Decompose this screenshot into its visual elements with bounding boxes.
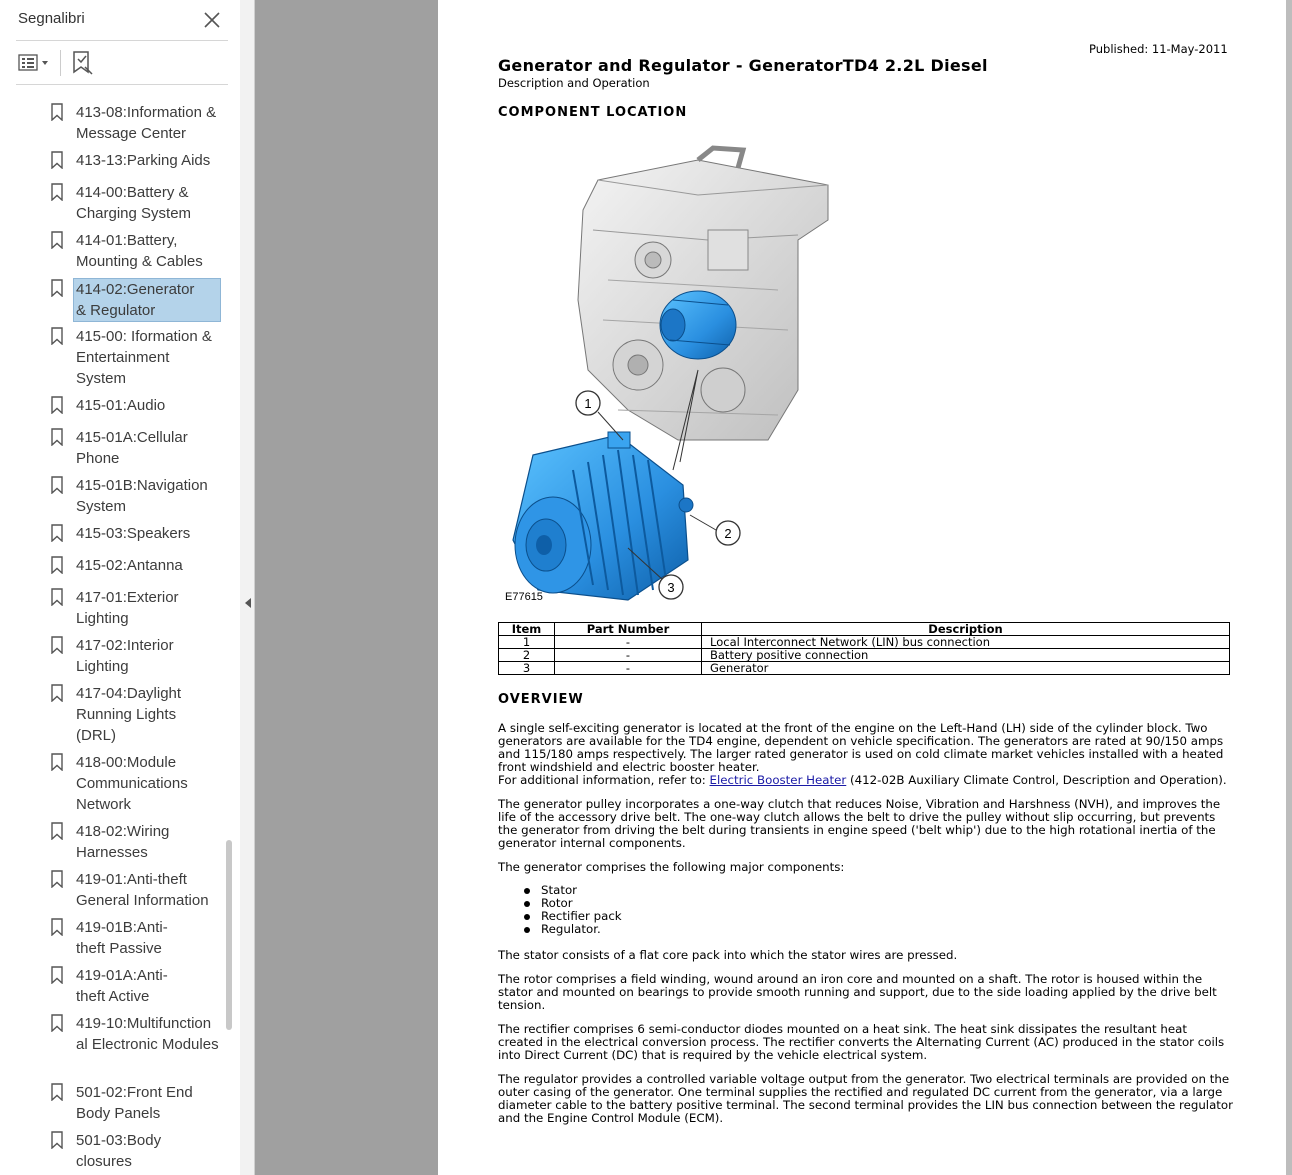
sidebar-toolbar [0, 42, 240, 82]
bookmark-label: 414-00:Battery & Charging System [76, 184, 192, 222]
cell-desc: Generator [702, 662, 1230, 675]
bookmark-icon [50, 151, 64, 169]
bookmark-icon [50, 1014, 64, 1032]
page-title: Generator and Regulator - GeneratorTD4 2.2L Diesel [498, 56, 988, 75]
bookmark-icon [50, 556, 64, 574]
sidebar-splitter[interactable] [240, 0, 255, 1175]
cell-desc: Battery positive connection [702, 649, 1230, 662]
collapse-arrow-icon[interactable] [243, 596, 253, 610]
bookmark-label: 413-08:Information & Message Center [76, 104, 217, 142]
paragraph-components: The generator comprises the following major components: [498, 860, 845, 874]
bookmark-label: 415-00: Iformation & Entertainment System [76, 328, 212, 387]
paragraph-rotor: The rotor comprises a field winding, wound around an iron core and mounted on a shaft. The rotor is housed within the stator and mounted on bearings to provide smooth running and support, due to the side loading applied by the drive belt tension. [498, 972, 1217, 1012]
cell-desc: Local Interconnect Network (LIN) bus connection [702, 636, 1230, 649]
bookmark-icon [50, 870, 64, 888]
bookmark-label: 417-02:Interior Lighting [76, 637, 174, 675]
divider [16, 40, 228, 41]
bookmark-icon [50, 822, 64, 840]
bookmark-label: 418-02:Wiring Harnesses [76, 823, 170, 861]
bookmark-label: 414-01:Battery, Mounting & Cables [76, 232, 203, 270]
bookmark-label: 419-01A:Anti- theft Active [76, 967, 168, 1005]
paragraph-regulator: The regulator provides a controlled variable voltage output from the generator. Two electrical terminals are provided on the outer casing of the generator. One terminal supplies the rectified and regulated DC current from the generator, via a large diameter cable to the battery positive terminal. The second terminal provides the LIN bus connection between the regulator and the Engine Control Module (ECM). [498, 1072, 1233, 1125]
bookmark-icon [50, 428, 64, 446]
paragraph-pulley: The generator pulley incorporates a one-way clutch that reduces Noise, Vibration and Harshness (NVH), and improves the life of the accessory drive belt. The one-way clutch allows the belt to drive the pulley without slip occurring, but prevents the generator from driving the belt during transients in engine speed ('belt whip') due to the high rotational inertia of the generator internal components. [498, 797, 1221, 850]
bookmark-icon [50, 183, 64, 201]
component-list [522, 884, 622, 936]
bookmark-label: 501-02:Front End Body Panels [76, 1084, 193, 1122]
bookmark-label: 501-03:Body closures [76, 1132, 162, 1170]
bookmark-icon [50, 1083, 64, 1101]
bookmark-icon [50, 966, 64, 984]
bookmark-label: 413-13:Parking Aids [76, 152, 211, 169]
cell-item: 2 [499, 649, 555, 662]
engine-illustration [578, 148, 828, 440]
bookmark-icon [50, 753, 64, 771]
paragraph-intro [498, 722, 1233, 787]
section-heading-overview: OVERVIEW [498, 692, 584, 707]
toolbar-divider [60, 50, 61, 76]
cell-item: 1 [499, 636, 555, 649]
bookmark-icon [50, 918, 64, 936]
header-part-number: Part Number [555, 623, 702, 636]
bookmark-icon [50, 396, 64, 414]
bookmark-label: 419-10:Multifunction al Electronic Modules [76, 1015, 219, 1053]
divider [16, 84, 228, 85]
bookmark-label: 414-02:Generator & Regulator [73, 278, 221, 322]
cell-part: - [555, 649, 702, 662]
paragraph-rectifier: The rectifier comprises 6 semi-conductor diodes mounted on a heat sink. The heat sink dissipates the resultant heat created in the electrical conversion process. The rectifier converts the Alternating Current (AC) produced in the stator coils into Direct Current (DC) that is required by the vehicle electrical system. [498, 1022, 1225, 1062]
generator-illustration [513, 432, 693, 600]
close-icon[interactable] [202, 10, 222, 30]
page-subtitle: Description and Operation [498, 76, 650, 90]
viewer-edge [1286, 0, 1292, 1175]
cell-item: 3 [499, 662, 555, 675]
figure-code: E77615 [505, 591, 543, 603]
bookmark-icon [50, 684, 64, 702]
bookmark-label: 415-01:Audio [76, 397, 166, 414]
bookmark-label: 415-01B:Navigation System [76, 477, 208, 515]
reference-prefix: For additional information, refer to: [498, 773, 710, 787]
list-item: Rectifier pack [522, 910, 622, 923]
bookmarks-sidebar [0, 0, 241, 1175]
list-item: Rotor [522, 897, 622, 910]
bookmark-icon [50, 476, 64, 494]
svg-text:3: 3 [667, 580, 675, 595]
cell-part: - [555, 662, 702, 675]
bookmark-icon [50, 1131, 64, 1149]
bookmark-label: 418-00:Module Communications Network [76, 754, 188, 813]
section-heading-component-location: COMPONENT LOCATION [498, 105, 688, 120]
bookmark-label: 415-01A:Cellular Phone [76, 429, 188, 467]
table-header-row [499, 623, 1230, 636]
published-date: Published: 11-May-2011 [1089, 42, 1228, 56]
bookmark-icon [50, 231, 64, 249]
generator-location-figure [498, 140, 838, 610]
bookmark-icon [50, 279, 64, 297]
bookmark-label: 417-01:Exterior Lighting [76, 589, 179, 627]
sidebar-header [0, 0, 240, 40]
scrollbar-thumb[interactable] [226, 840, 232, 1030]
bookmark-icon [50, 524, 64, 542]
bookmark-icon [50, 103, 64, 121]
bookmark-label: 419-01B:Anti- theft Passive [76, 919, 168, 957]
callout-1 [576, 391, 600, 415]
table-row [499, 649, 1230, 662]
paragraph-text: A single self-exciting generator is located at the front of the engine on the Left-Hand (LH) side of the cylinder block. Two generators are available for the TD4 engine, dependent on vehicle specification. The generators are rated at 90/150 amps and 115/180 amps respectively. The larger rated generator is used on cold climate market vehicles installed with a heated front windshield and electric booster heater. [498, 721, 1224, 774]
options-menu-icon[interactable] [18, 52, 52, 74]
cell-part: - [555, 636, 702, 649]
bookmark-icon [50, 327, 64, 345]
table-row [499, 662, 1230, 675]
bookmark-label: 415-03:Speakers [76, 525, 191, 542]
reference-suffix: (412-02B Auxiliary Climate Control, Description and Operation). [846, 773, 1227, 787]
svg-text:2: 2 [724, 526, 732, 541]
svg-text:1: 1 [584, 396, 592, 411]
header-description: Description [702, 623, 1230, 636]
header-item: Item [499, 623, 555, 636]
paragraph-stator: The stator consists of a flat core pack into which the stator wires are pressed. [498, 948, 958, 962]
bookmark-label: 415-02:Antanna [76, 557, 183, 574]
bookmark-icon [50, 588, 64, 606]
new-bookmark-icon[interactable] [70, 50, 96, 76]
electric-booster-heater-link[interactable]: Electric Booster Heater [709, 773, 847, 787]
bookmark-icon [50, 636, 64, 654]
callout-2 [716, 521, 740, 545]
table-row [499, 636, 1230, 649]
sidebar-title: Segnalibri [18, 10, 85, 27]
list-item: Stator [522, 884, 622, 897]
parts-table [498, 622, 1230, 675]
bookmark-label: 417-04:Daylight Running Lights (DRL) [76, 685, 182, 744]
bookmark-label: 419-01:Anti-theft General Information [76, 871, 209, 909]
callout-3 [659, 575, 683, 599]
list-item: Regulator. [522, 923, 622, 936]
